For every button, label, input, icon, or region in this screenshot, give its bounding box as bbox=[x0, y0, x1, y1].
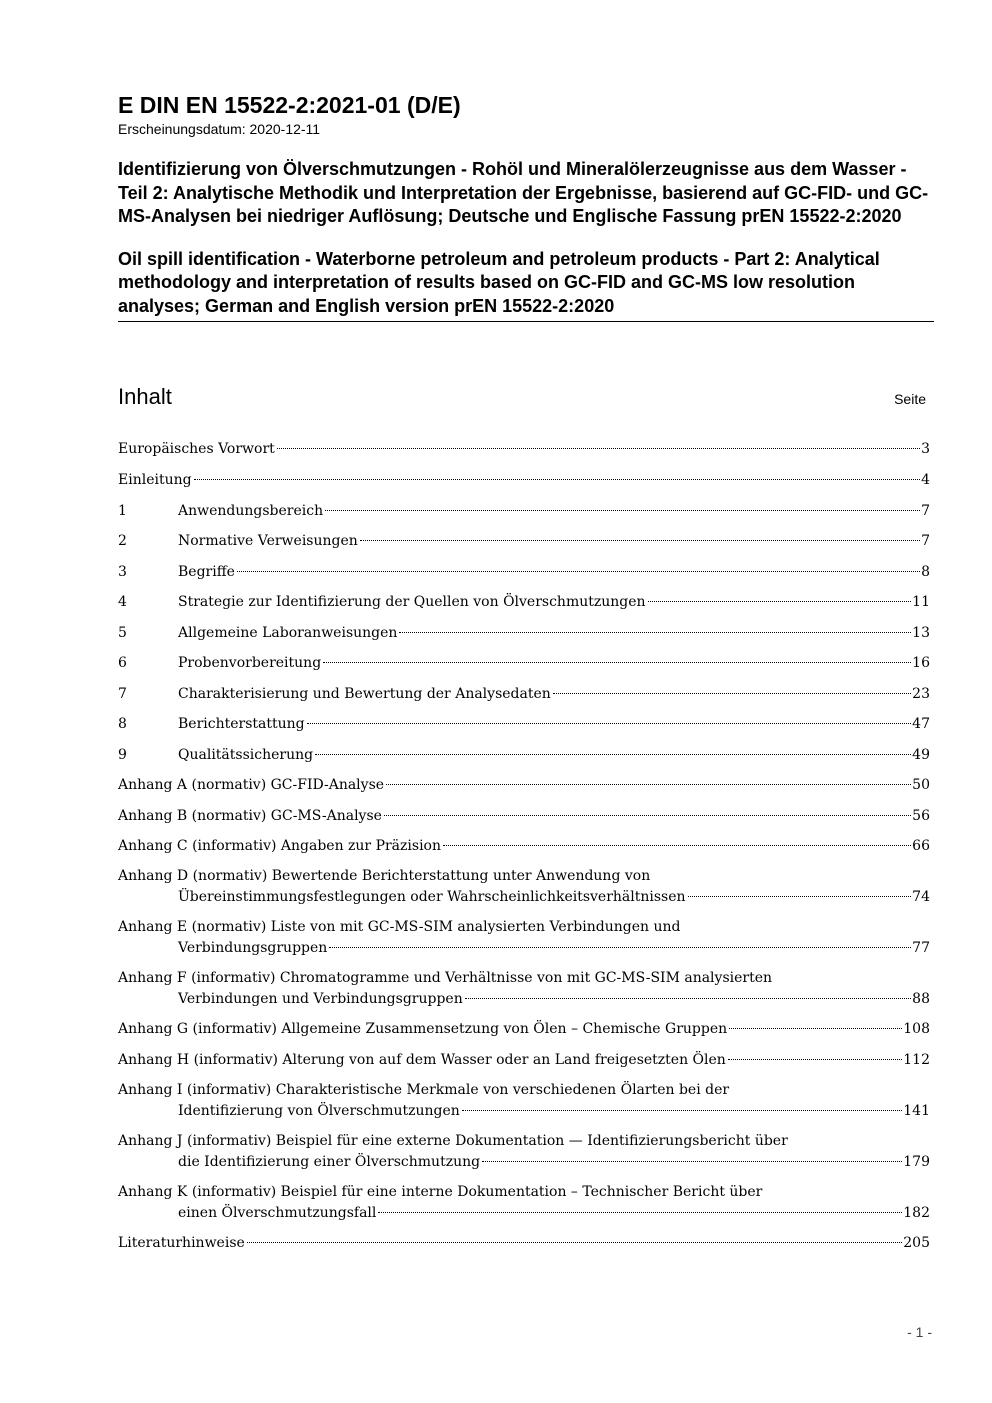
toc-entry-label: Anhang K (informativ) Beispiel für eine interne Dokumentation – Technischer Bericht über bbox=[118, 1184, 763, 1200]
dot-leader bbox=[648, 601, 912, 602]
document-id: E DIN EN 15522-2:2021-01 (D/E) bbox=[118, 92, 461, 118]
dot-leader bbox=[315, 754, 911, 755]
dot-leader bbox=[465, 998, 911, 999]
toc-entry-label: Anwendungsbereich bbox=[178, 503, 324, 519]
toc-entry-label: Literaturhinweise bbox=[118, 1235, 245, 1251]
toc-entry[interactable] bbox=[118, 653, 930, 674]
dot-leader bbox=[482, 1161, 902, 1162]
dot-leader bbox=[729, 1028, 902, 1029]
toc-entry-label: Anhang J (informativ) Beispiel für eine externe Dokumentation — Identifizierungsbericht über bbox=[118, 1133, 788, 1149]
toc-entry-page: 56 bbox=[912, 808, 930, 824]
title-english: Oil spill identification - Waterborne petroleum and petroleum products - Part 2: Analytical methodology and interpretation of results based on GC-FID and GC-MS low resolution analyses; German and English version prEN 15522-2:2020 bbox=[118, 248, 934, 323]
toc-entry-page: 112 bbox=[903, 1052, 930, 1068]
toc-entry[interactable] bbox=[118, 745, 930, 766]
document-header bbox=[118, 90, 934, 322]
toc-entry-page: 141 bbox=[903, 1103, 930, 1119]
toc-entry-label: Qualitätssicherung bbox=[178, 747, 314, 763]
toc-entry-number: 7 bbox=[118, 686, 127, 702]
toc-entry-page: 13 bbox=[912, 625, 930, 641]
toc-entry-label: Anhang G (informativ) Allgemeine Zusammensetzung von Ölen – Chemische Gruppen bbox=[118, 1021, 728, 1037]
toc-entry-page: 74 bbox=[912, 889, 930, 905]
toc-entry-page: 47 bbox=[912, 716, 930, 732]
toc-entry[interactable] bbox=[118, 1233, 930, 1254]
toc-entry-label-cont: Verbindungen und Verbindungsgruppen bbox=[178, 991, 463, 1007]
dot-leader bbox=[399, 632, 911, 633]
toc-entry-page: 179 bbox=[903, 1154, 930, 1170]
toc-entry-label-cont: Identifizierung von Ölverschmutzungen bbox=[178, 1103, 460, 1119]
toc-entry[interactable] bbox=[118, 439, 930, 460]
toc-entry[interactable] bbox=[118, 917, 930, 959]
toc-entry[interactable] bbox=[118, 836, 930, 857]
toc-entry[interactable] bbox=[118, 866, 930, 908]
dot-leader bbox=[325, 510, 920, 511]
toc-heading: Inhalt bbox=[118, 384, 172, 409]
toc-entry-label-cont: einen Ölverschmutzungsfall bbox=[178, 1205, 377, 1221]
toc-entry-label-cont: Übereinstimmungsfestlegungen oder Wahrscheinlichkeitsverhältnissen bbox=[178, 889, 686, 905]
page-number: - 1 - bbox=[907, 1324, 932, 1340]
toc-entry[interactable] bbox=[118, 1050, 930, 1071]
toc-entry-page: 7 bbox=[921, 503, 930, 519]
toc-entry[interactable] bbox=[118, 714, 930, 735]
toc-entry-label: Begriffe bbox=[178, 564, 235, 580]
toc-entry-label: Normative Verweisungen bbox=[178, 533, 358, 549]
toc-entry-page: 88 bbox=[912, 991, 930, 1007]
toc-entry-label: Anhang D (normativ) Bewertende Berichterstattung unter Anwendung von bbox=[118, 868, 651, 884]
toc-entry-page: 108 bbox=[903, 1021, 930, 1037]
toc-entry-label: Anhang F (informativ) Chromatogramme und Verhältnisse von mit GC-MS-SIM analysierten bbox=[118, 970, 773, 986]
toc-entry-number: 9 bbox=[118, 747, 127, 763]
toc-entry-number: 8 bbox=[118, 716, 127, 732]
toc-entry-page: 11 bbox=[912, 594, 930, 610]
toc-page-column-label: Seite bbox=[894, 391, 926, 407]
title-german: Identifizierung von Ölverschmutzungen - Rohöl und Mineralölerzeugnisse aus dem Wasser - Teil 2: Analytische Methodik und Interpretation der Ergebnisse, basierend auf GC-FID- und GC-MS-Analysen bei niedriger Auflösung; Deutsche und Englische Fassung prEN 15522-2:2020 bbox=[118, 159, 929, 226]
toc-entry-page: 77 bbox=[912, 940, 930, 956]
toc-entry[interactable] bbox=[118, 531, 930, 552]
toc-entry-label: Probenvorbereitung bbox=[178, 655, 322, 671]
dot-leader bbox=[360, 540, 920, 541]
toc-entry-label: Anhang A (normativ) GC-FID-Analyse bbox=[118, 777, 385, 793]
toc-entry-number: 1 bbox=[118, 503, 127, 519]
toc-entry-label: Allgemeine Laboranweisungen bbox=[178, 625, 398, 641]
dot-leader bbox=[553, 693, 911, 694]
dot-leader bbox=[378, 1212, 902, 1213]
toc-entry-page: 7 bbox=[921, 533, 930, 549]
toc-entry-number: 6 bbox=[118, 655, 127, 671]
dot-leader bbox=[194, 479, 921, 480]
toc-entry[interactable] bbox=[118, 562, 930, 583]
toc-entry[interactable] bbox=[118, 592, 930, 613]
toc-entry-label: Anhang H (informativ) Alterung von auf dem Wasser oder an Land freigesetzten Ölen bbox=[118, 1052, 726, 1068]
dot-leader bbox=[329, 947, 911, 948]
toc-entry-number: 4 bbox=[118, 594, 127, 610]
toc-entry[interactable] bbox=[118, 470, 930, 491]
toc-entry-label: Anhang C (informativ) Angaben zur Präzision bbox=[118, 838, 441, 854]
toc-entry-page: 49 bbox=[912, 747, 930, 763]
dot-leader bbox=[443, 845, 911, 846]
toc-entry-label: Einleitung bbox=[118, 472, 192, 488]
toc-entry[interactable] bbox=[118, 1182, 930, 1224]
toc-entry[interactable] bbox=[118, 501, 930, 522]
toc-entry[interactable] bbox=[118, 806, 930, 827]
toc-entry[interactable] bbox=[118, 684, 930, 705]
toc-entry[interactable] bbox=[118, 1019, 930, 1040]
dot-leader bbox=[237, 571, 920, 572]
publication-date: Erscheinungsdatum: 2020-12-11 bbox=[118, 121, 321, 137]
toc-entry-label: Europäisches Vorwort bbox=[118, 441, 275, 457]
toc-entry-label: Anhang E (normativ) Liste von mit GC-MS-SIM analysierten Verbindungen und bbox=[118, 919, 681, 935]
toc-entry[interactable] bbox=[118, 623, 930, 644]
toc-entry-page: 50 bbox=[912, 777, 930, 793]
toc-entry-label-cont: Verbindungsgruppen bbox=[178, 940, 328, 956]
dot-leader bbox=[277, 448, 920, 449]
dot-leader bbox=[384, 815, 911, 816]
toc-entry-page: 182 bbox=[903, 1205, 930, 1221]
dot-leader bbox=[247, 1242, 902, 1243]
dot-leader bbox=[323, 662, 911, 663]
toc-entry-number: 5 bbox=[118, 625, 127, 641]
toc-entry-page: 16 bbox=[912, 655, 930, 671]
toc-entry-page: 4 bbox=[921, 472, 930, 488]
toc-entry-page: 205 bbox=[903, 1235, 930, 1251]
toc-entry-label-cont: die Identifizierung einer Ölverschmutzung bbox=[178, 1154, 481, 1170]
toc-header bbox=[118, 382, 926, 412]
toc-entry-page: 66 bbox=[912, 838, 930, 854]
toc-entry-page: 23 bbox=[912, 686, 930, 702]
toc-entry[interactable] bbox=[118, 968, 930, 1010]
toc-entry-page: 8 bbox=[921, 564, 930, 580]
toc-entry-number: 2 bbox=[118, 533, 127, 549]
dot-leader bbox=[688, 896, 912, 897]
toc-entry-label: Strategie zur Identifizierung der Quellen von Ölverschmutzungen bbox=[178, 594, 646, 610]
dot-leader bbox=[728, 1059, 902, 1060]
toc-entry-number: 3 bbox=[118, 564, 127, 580]
toc-entry-label: Anhang I (informativ) Charakteristische Merkmale von verschiedenen Ölarten bei der bbox=[118, 1082, 730, 1098]
dot-leader bbox=[386, 784, 911, 785]
toc-entry-page: 3 bbox=[921, 441, 930, 457]
toc-entry[interactable] bbox=[118, 1080, 930, 1122]
toc-entry-label: Charakterisierung und Bewertung der Analysedaten bbox=[178, 686, 551, 702]
toc-entry-label: Anhang B (normativ) GC-MS-Analyse bbox=[118, 808, 382, 824]
toc-entry[interactable] bbox=[118, 1131, 930, 1173]
dot-leader bbox=[307, 723, 912, 724]
toc-entry[interactable] bbox=[118, 775, 930, 796]
dot-leader bbox=[462, 1110, 902, 1111]
toc-entry-label: Berichterstattung bbox=[178, 716, 305, 732]
